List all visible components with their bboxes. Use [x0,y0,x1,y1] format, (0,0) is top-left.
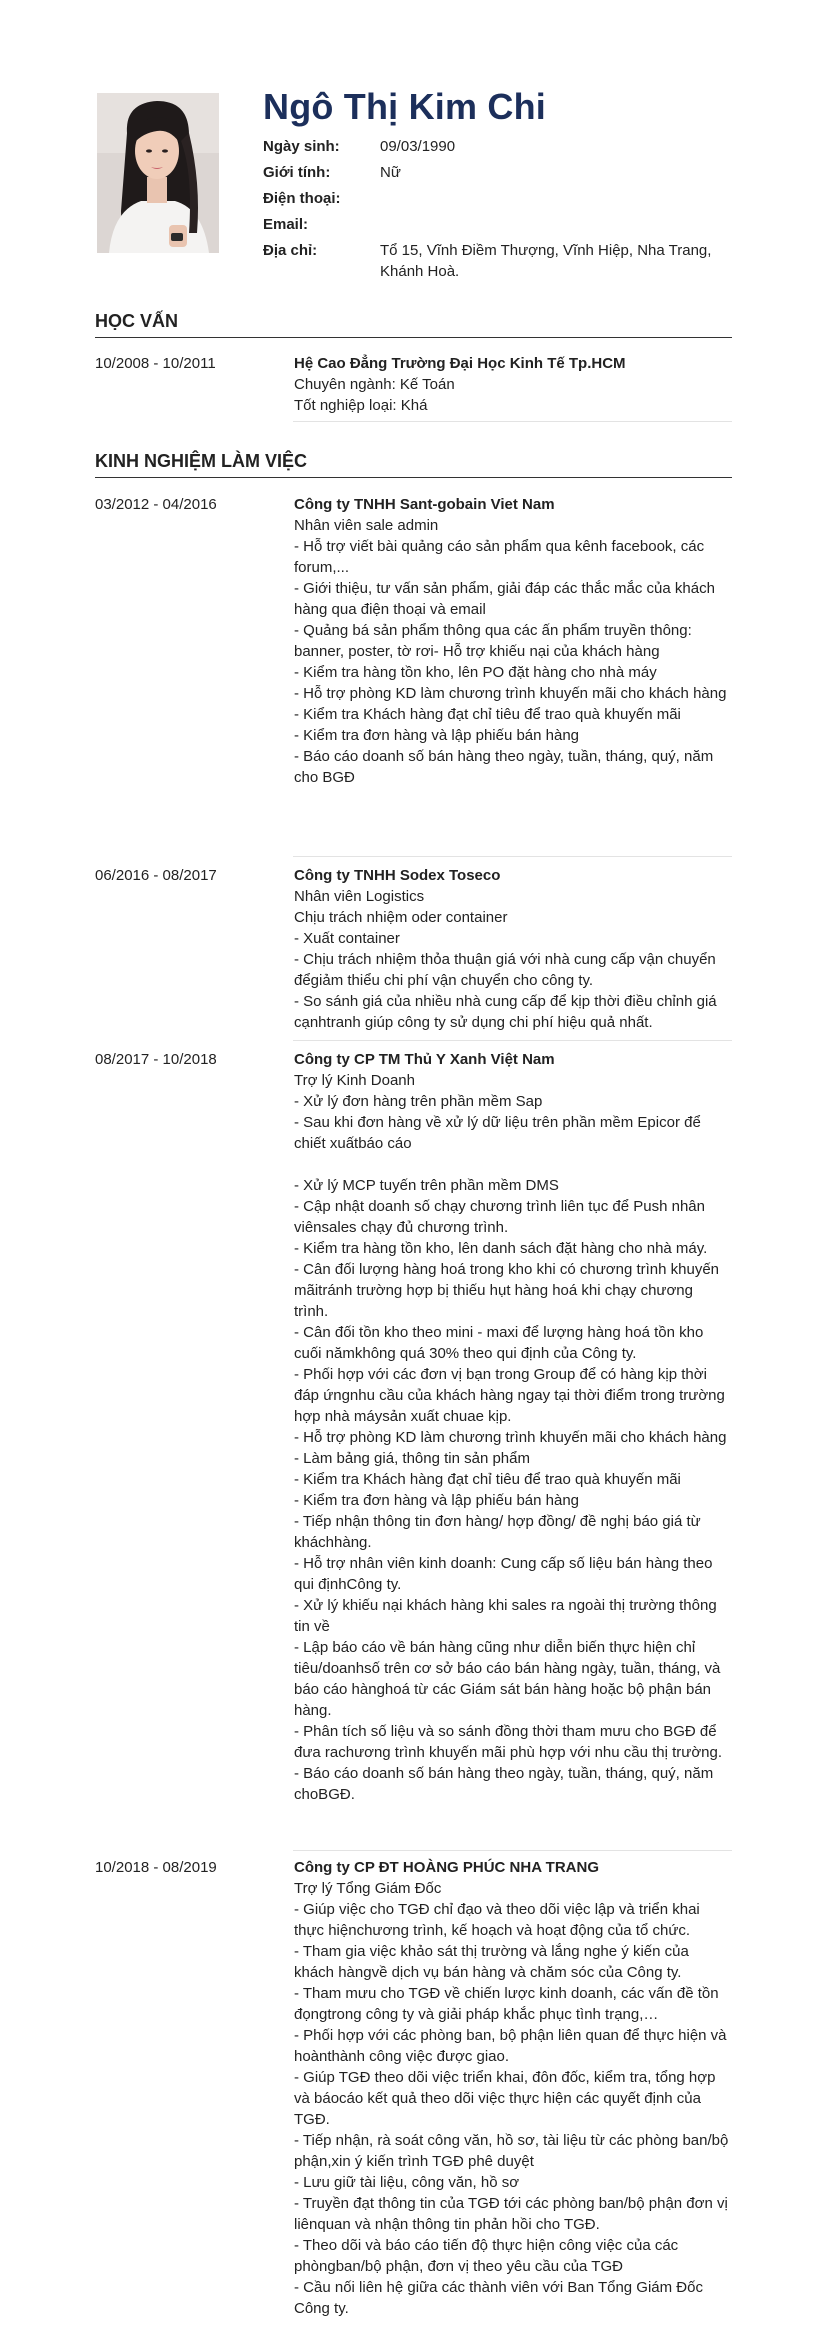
email-value [380,214,733,235]
info-row-phone [263,188,733,209]
job-line: - Theo dõi và báo cáo tiến độ thực hiện công việc của các phòngban/bộ phận, đơn vị theo yêu cầu của TGĐ [294,2237,679,2275]
education-divider [95,337,732,338]
phone-label: Điện thoại: [263,190,341,207]
job-date: 06/2016 - 08/2017 [95,867,217,884]
job-line: - Truyền đạt thông tin của TGĐ tới các phòng ban/bộ phận đơn vị liênquan và nhận thông tin phản hồi cho TGĐ. [294,2195,728,2233]
experience-section-title: KINH NGHIỆM LÀM VIỆC [95,451,308,471]
gender-value: Nữ [380,164,401,181]
job-line: - Kiểm tra đơn hàng và lập phiếu bán hàng [294,727,580,744]
job-line: Trợ lý Tổng Giám Đốc [294,1880,442,1897]
job-line: - Tiếp nhận thông tin đơn hàng/ hợp đồng/ đề nghị báo giá từ kháchhàng. [294,1513,701,1551]
company-name: Công ty CP TM Thủ Y Xanh Việt Nam [294,1051,555,1068]
entry-separator [293,421,732,422]
job-line: - Giúp TGĐ theo dõi việc triển khai, đôn đốc, kiểm tra, tổng hợp và báocáo kết quả theo dõi việc thực hiện các quyết định của TGĐ. [294,2069,716,2128]
experience-divider [95,477,732,478]
job-details [294,865,730,1033]
job-line: - Cân đối lượng hàng hoá trong kho khi có chương trình khuyến mãitránh trường hợp bị thiếu hụt hàng hoá khi chạy chương trình. [294,1261,720,1320]
job-line: - Báo cáo doanh số bán hàng theo ngày, tuần, tháng, quý, năm cho BGĐ [294,748,714,786]
info-row-email [263,214,733,235]
company-name: Công ty TNHH Sant-gobain Viet Nam [294,496,555,513]
job-line: Trợ lý Kinh Doanh [294,1072,415,1089]
candidate-name: Ngô Thị Kim Chi [263,86,546,127]
education-line: Tốt nghiệp loại: Khá [294,397,428,414]
phone-value [380,188,733,209]
gender-label: Giới tính: [263,164,331,181]
entry-separator [293,1850,732,1851]
job-details [294,1049,730,1805]
job-line: - Xử lý khiếu nại khách hàng khi sales ra ngoài thị trường thông tin về [294,1597,717,1635]
job-line: - Lưu giữ tài liệu, công văn, hồ sơ [294,2174,520,2191]
email-label: Email: [263,216,309,233]
job-line: - Xử lý MCP tuyến trên phần mềm DMS [294,1177,559,1194]
education-details [294,353,730,416]
address-value: Tổ 15, Vĩnh Điềm Thượng, Vĩnh Hiệp, Nha Trang, Khánh Hoà. [380,242,712,280]
job-details [294,1857,730,2319]
job-line: - Giới thiệu, tư vấn sản phẩm, giải đáp các thắc mắc của khách hàng qua điện thoại và email [294,580,715,618]
job-line: - Giúp việc cho TGĐ chỉ đạo và theo dõi việc lập và triển khai thực hiệnchương trình, kế hoạch và hoạt động của tổ chức. [294,1901,700,1939]
entry-separator [293,1040,732,1041]
job-line: - Xử lý đơn hàng trên phần mềm Sap [294,1093,543,1110]
job-date: 03/2012 - 04/2016 [95,496,217,513]
job-line: Chịu trách nhiệm oder container [294,909,508,926]
job-line: - Cân đối tồn kho theo mini - maxi để lượng hàng hoá tồn kho cuối nămkhông quá 30% theo qui định của Công ty. [294,1324,704,1362]
job-line: - Phối hợp với các phòng ban, bộ phận liên quan để thực hiện và hoànthành công việc được giao. [294,2027,727,2065]
education-section-title: HỌC VẤN [95,311,179,331]
education-date: 10/2008 - 10/2011 [95,355,216,372]
company-name: Công ty TNHH Sodex Toseco [294,867,501,884]
birthdate-value: 09/03/1990 [380,138,456,155]
education-line: Chuyên ngành: Kế Toán [294,376,455,393]
job-line: - Kiểm tra Khách hàng đạt chỉ tiêu để trao quà khuyến mãi [294,1471,681,1488]
profile-photo [97,93,219,253]
job-line: - Làm bảng giá, thông tin sản phẩm [294,1450,530,1467]
job-line: - Quảng bá sản phẩm thông qua các ấn phẩm truyền thông: banner, poster, tờ rơi- Hỗ trợ khiếu nại của khách hàng [294,622,692,660]
job-date: 08/2017 - 10/2018 [95,1051,217,1068]
company-name: Công ty CP ĐT HOÀNG PHÚC NHA TRANG [294,1859,599,1876]
job-date: 10/2018 - 08/2019 [95,1859,217,1876]
job-line: - Hỗ trợ nhân viên kinh doanh: Cung cấp số liệu bán hàng theo qui địnhCông ty. [294,1555,713,1593]
job-line: - Hỗ trợ viết bài quảng cáo sản phẩm qua kênh facebook, các forum,... [294,538,705,576]
job-line: - Kiểm tra hàng tồn kho, lên danh sách đặt hàng cho nhà máy. [294,1240,708,1257]
birthdate-label: Ngày sinh: [263,138,340,155]
address-label: Địa chỉ: [263,242,318,259]
job-line: - Lập báo cáo về bán hàng cũng như diễn biến thực hiện chỉ tiêu/doanhsố trên cơ sở báo cáo bán hàng ngày, tuần, tháng, và báo cáo hànghoá từ các Giám sát bán hàng hoặc bộ phận bán hàng. [294,1639,721,1719]
job-line: - Xuất container [294,930,400,947]
job-line-spacer [294,1154,730,1175]
job-line: - Phối hợp với các đơn vị bạn trong Group để có hàng kịp thời đáp ứngnhu cầu của khách hàng ngay tại thời điểm trong trường hợp nhà máysản xuất chuae kịp. [294,1366,725,1425]
job-line: - Hỗ trợ phòng KD làm chương trình khuyến mãi cho khách hàng [294,685,727,702]
job-line: - Báo cáo doanh số bán hàng theo ngày, tuần, tháng, quý, năm choBGĐ. [294,1765,714,1803]
job-line: - Cập nhật doanh số chạy chương trình liên tục để Push nhân viênsales chạy đủ chương trình. [294,1198,705,1236]
school-name: Hệ Cao Đẳng Trường Đại Học Kinh Tế Tp.HCM [294,355,626,372]
info-row-birthdate [263,136,733,157]
job-line: - Tham mưu cho TGĐ về chiến lược kinh doanh, các vấn đề tồn đọngtrong công ty và giải pháp khắc phục tình trạng,… [294,1985,719,2023]
job-line: - Kiểm tra đơn hàng và lập phiếu bán hàng [294,1492,580,1509]
job-line: - Chịu trách nhiệm thỏa thuận giá với nhà cung cấp vận chuyển đểgiảm thiểu chi phí vận chuyển cho công ty. [294,951,716,989]
job-line: - Kiểm tra hàng tồn kho, lên PO đặt hàng cho nhà máy [294,664,657,681]
job-line: - Kiểm tra Khách hàng đạt chỉ tiêu để trao quà khuyến mãi [294,706,681,723]
job-line: - Phân tích số liệu và so sánh đồng thời tham mưu cho BGĐ để đưa rachương trình khuyến mãi phù hợp với nhu cầu thị trường. [294,1723,723,1761]
job-line: Nhân viên Logistics [294,888,425,905]
portrait-image [97,93,219,253]
job-details [294,494,730,788]
job-line: - Hỗ trợ phòng KD làm chương trình khuyến mãi cho khách hàng [294,1429,727,1446]
job-line: - Tiếp nhận, rà soát công văn, hồ sơ, tài liệu từ các phòng ban/bộ phận,xin ý kiến trình TGĐ phê duyệt [294,2132,729,2170]
job-line: - So sánh giá của nhiều nhà cung cấp để kịp thời điều chỉnh giá cạnhtranh giúp công ty sử dụng chi phí hiệu quả nhất. [294,993,717,1031]
job-line: - Tham gia việc khảo sát thị trường và lắng nghe ý kiến của khách hàngvề dịch vụ bán hàng và chăm sóc của Công ty. [294,1943,689,1981]
info-row-address [263,240,733,282]
entry-separator [293,856,732,857]
info-row-gender [263,162,733,183]
job-line: - Cầu nối liên hệ giữa các thành viên với Ban Tổng Giám Đốc Công ty. [294,2279,703,2317]
personal-info [263,136,733,287]
job-line: Nhân viên sale admin [294,517,439,534]
job-line: - Sau khi đơn hàng về xử lý dữ liệu trên phần mềm Epicor để chiết xuấtbáo cáo [294,1114,701,1152]
